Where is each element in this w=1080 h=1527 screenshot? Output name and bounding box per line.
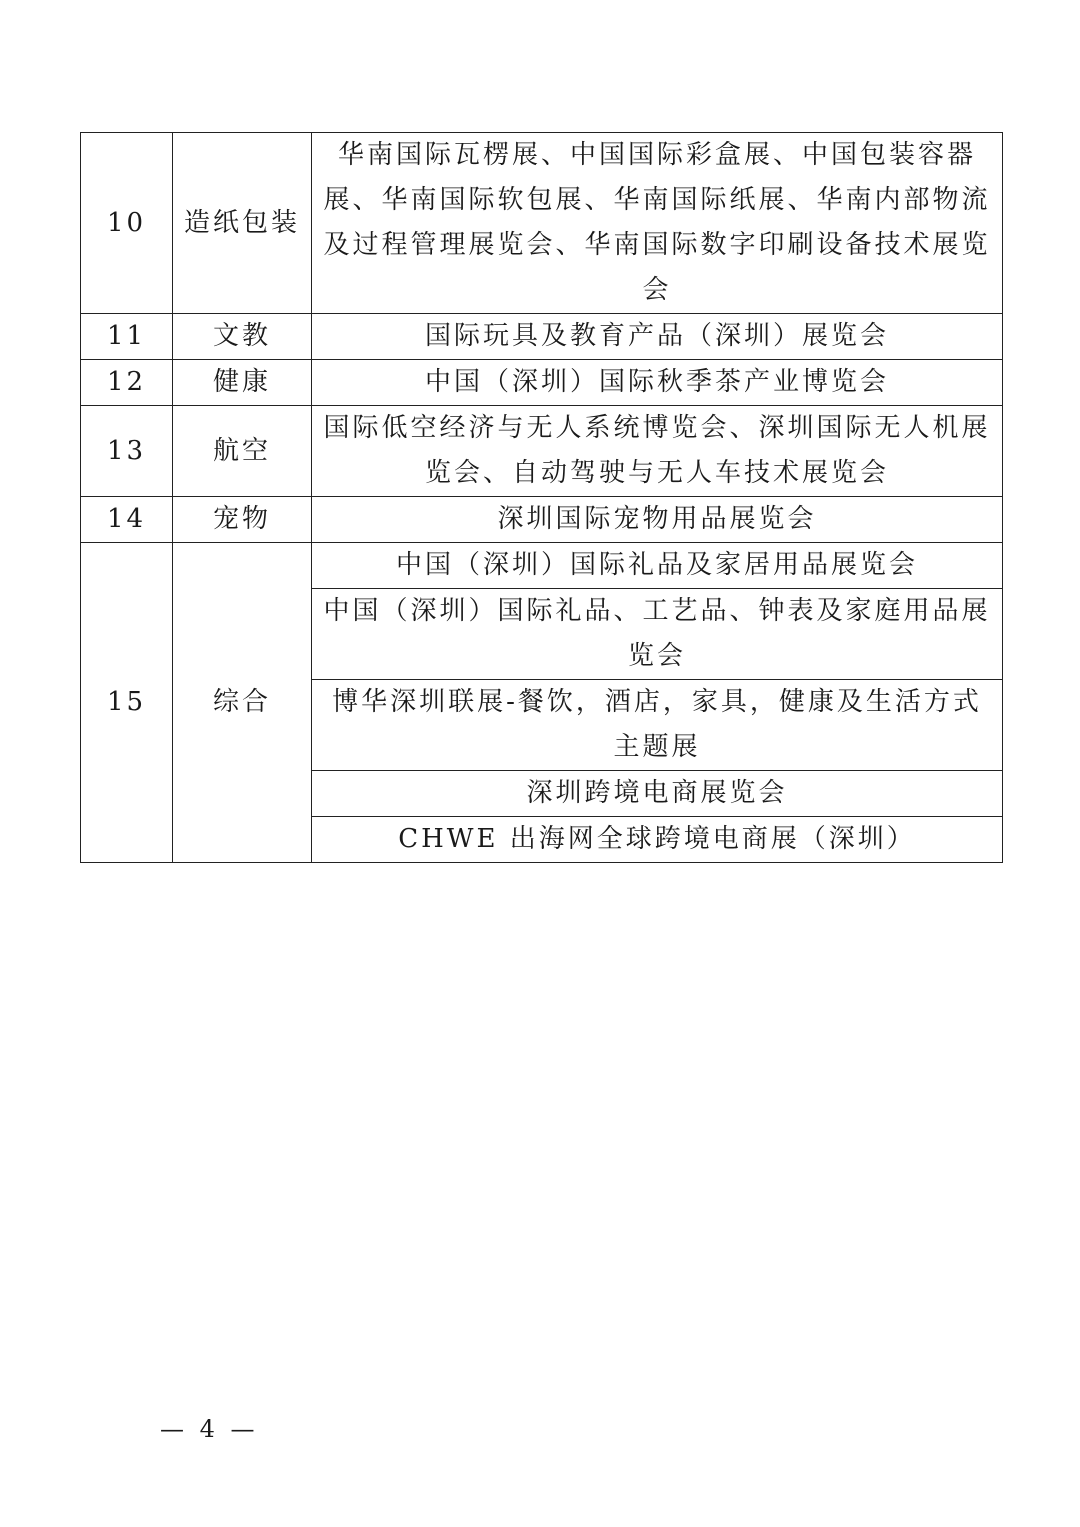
row-number: 10 bbox=[81, 133, 173, 314]
table-row bbox=[81, 406, 1003, 497]
row-category: 造纸包装 bbox=[173, 133, 312, 314]
page-number: — 4 — bbox=[160, 1415, 259, 1443]
row-number: 11 bbox=[81, 314, 173, 360]
row-exhibitions: CHWE 出海网全球跨境电商展（深圳） bbox=[312, 817, 1003, 863]
table-row bbox=[81, 314, 1003, 360]
table-row bbox=[81, 497, 1003, 543]
row-number: 14 bbox=[81, 497, 173, 543]
row-number: 13 bbox=[81, 406, 173, 497]
row-category: 宠物 bbox=[173, 497, 312, 543]
row-exhibitions: 博华深圳联展-餐饮，酒店，家具，健康及生活方式主题展 bbox=[312, 680, 1003, 771]
row-category: 健康 bbox=[173, 360, 312, 406]
row-number: 12 bbox=[81, 360, 173, 406]
row-category: 航空 bbox=[173, 406, 312, 497]
table-row bbox=[81, 543, 1003, 589]
row-exhibitions: 中国（深圳）国际秋季茶产业博览会 bbox=[312, 360, 1003, 406]
row-exhibitions: 华南国际瓦楞展、中国国际彩盒展、中国包装容器展、华南国际软包展、华南国际纸展、华南内部物流及过程管理展览会、华南国际数字印刷设备技术展览会 bbox=[312, 133, 1003, 314]
row-number: 15 bbox=[81, 543, 173, 863]
row-category: 综合 bbox=[173, 543, 312, 863]
row-exhibitions: 深圳跨境电商展览会 bbox=[312, 771, 1003, 817]
row-exhibitions: 国际低空经济与无人系统博览会、深圳国际无人机展览会、自动驾驶与无人车技术展览会 bbox=[312, 406, 1003, 497]
row-exhibitions: 中国（深圳）国际礼品及家居用品展览会 bbox=[312, 543, 1003, 589]
table-row bbox=[81, 360, 1003, 406]
row-category: 文教 bbox=[173, 314, 312, 360]
row-exhibitions: 深圳国际宠物用品展览会 bbox=[312, 497, 1003, 543]
row-exhibitions: 国际玩具及教育产品（深圳）展览会 bbox=[312, 314, 1003, 360]
row-exhibitions: 中国（深圳）国际礼品、工艺品、钟表及家庭用品展览会 bbox=[312, 589, 1003, 680]
table-row bbox=[81, 133, 1003, 314]
exhibition-table bbox=[80, 132, 1003, 863]
